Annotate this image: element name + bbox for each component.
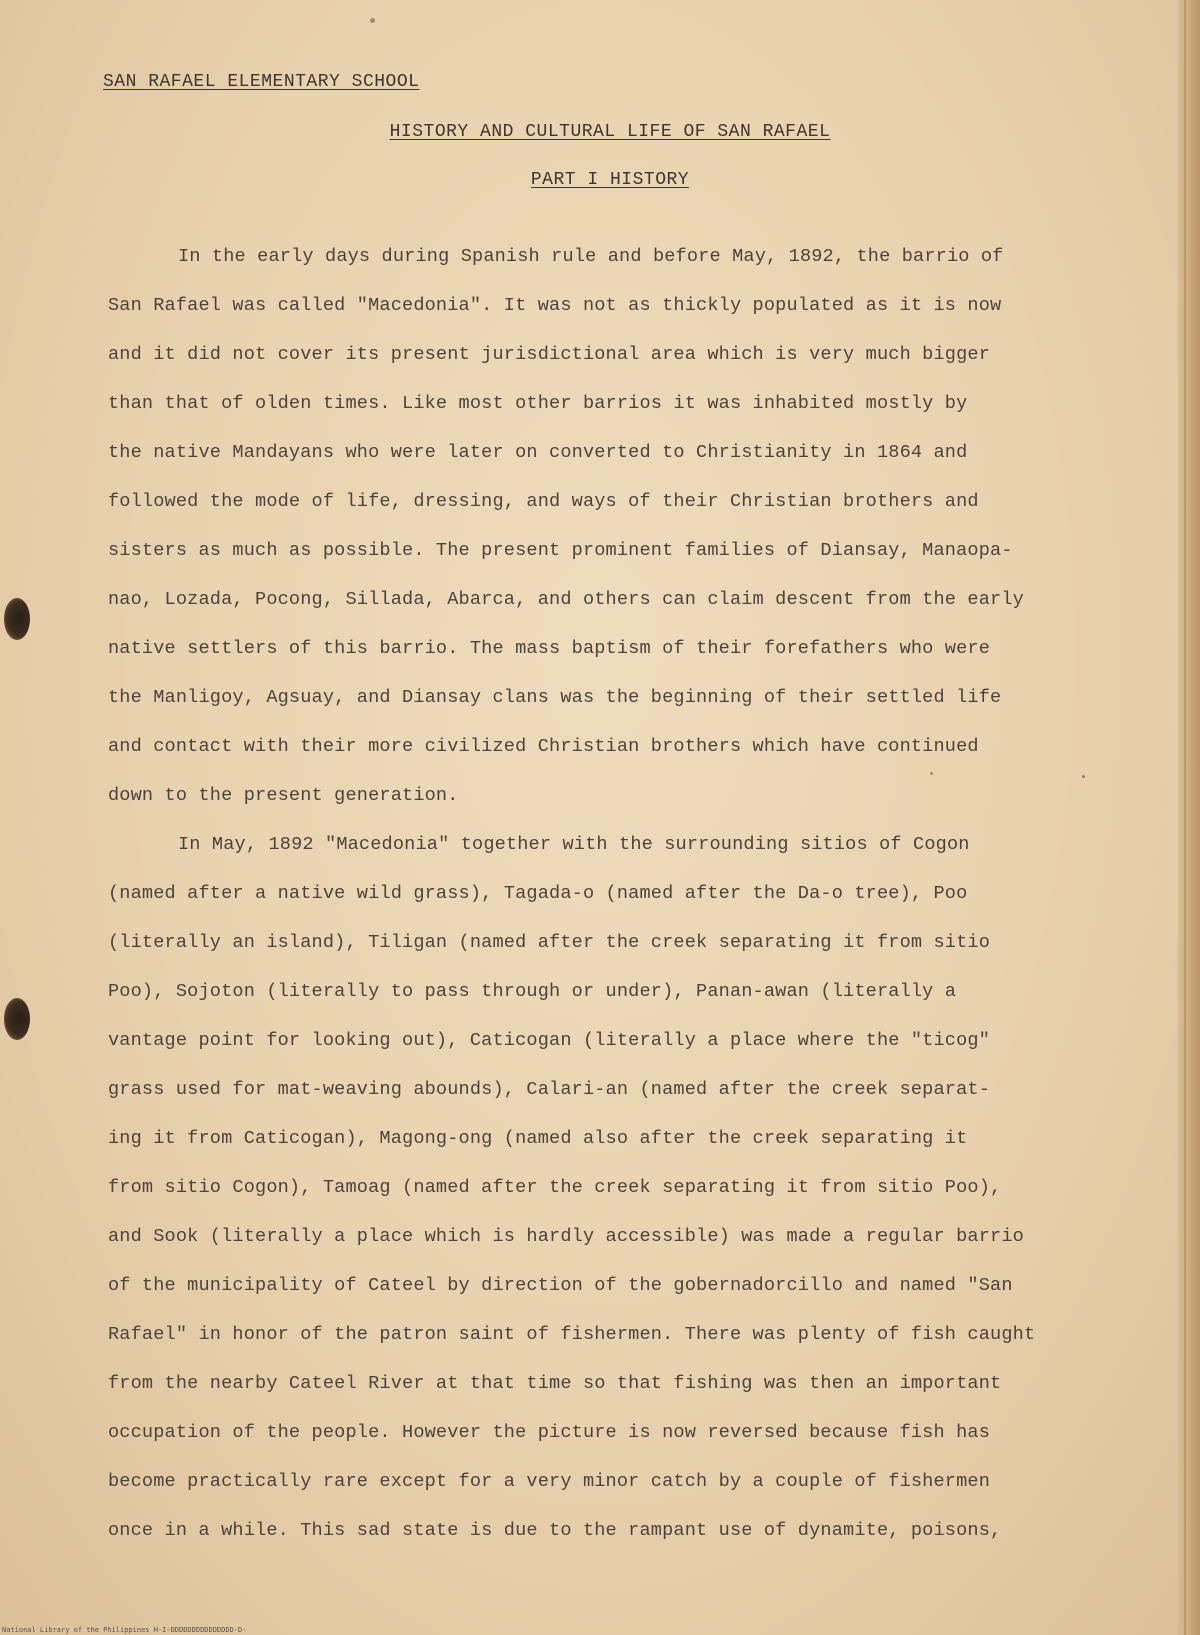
paper-edge [1178, 0, 1200, 1635]
text-line: native settlers of this barrio. The mass baptism of their forefathers who were [108, 638, 991, 659]
text-line: become practically rare except for a very minor catch by a couple of fishermen [108, 1471, 991, 1492]
paper-speck [370, 18, 375, 23]
body-text [108, 232, 1158, 1555]
text-line: (named after a native wild grass), Tagada-o (named after the Da-o tree), Poo [108, 883, 968, 904]
text-line: grass used for mat-weaving abounds), Calari-an (named after the creek separat- [108, 1079, 991, 1100]
section-heading: PART I HISTORY [530, 170, 690, 190]
text-line: San Rafael was called "Macedonia". It was not as thickly populated as it is now [108, 295, 1002, 316]
text-line: the Manligoy, Agsuay, and Diansay clans was the beginning of their settled life [108, 687, 1002, 708]
text-line: Rafael" in honor of the patron saint of fishermen. There was plenty of fish caught [108, 1324, 1036, 1345]
text-line: and Sook (literally a place which is hardly accessible) was made a regular barrio [108, 1226, 1024, 1247]
text-line: followed the mode of life, dressing, and ways of their Christian brothers and [108, 491, 979, 512]
school-name: SAN RAFAEL ELEMENTARY SCHOOL [103, 72, 420, 92]
paragraph-2 [108, 820, 1158, 1555]
punch-hole-top [4, 598, 30, 640]
text-line: and it did not cover its present jurisdictional area which is very much bigger [108, 344, 991, 365]
text-line: from the nearby Cateel River at that time so that fishing was then an important [108, 1373, 1002, 1394]
text-line: from sitio Cogon), Tamoag (named after the creek separating it from sitio Poo), [108, 1177, 1002, 1198]
text-line: once in a while. This sad state is due to the rampant use of dynamite, poisons, [108, 1520, 1002, 1541]
text-line: vantage point for looking out), Caticogan (literally a place where the "ticog" [108, 1030, 991, 1051]
text-line: In the early days during Spanish rule and before May, 1892, the barrio of [178, 246, 1004, 267]
text-line: sisters as much as possible. The present prominent families of Diansay, Manaopa- [108, 540, 1013, 561]
text-line: In May, 1892 "Macedonia" together with the surrounding sitios of Cogon [178, 834, 970, 855]
text-line: and contact with their more civilized Christian brothers which have continued [108, 736, 979, 757]
text-line: (literally an island), Tiligan (named after the creek separating it from sitio [108, 932, 991, 953]
text-line: the native Mandayans who were later on converted to Christianity in 1864 and [108, 442, 968, 463]
text-line: occupation of the people. However the picture is now reversed because fish has [108, 1422, 991, 1443]
document-title: HISTORY AND CULTURAL LIFE OF SAN RAFAEL [389, 122, 831, 142]
text-line: Poo), Sojoton (literally to pass through or under), Panan-awan (literally a [108, 981, 957, 1002]
text-line: down to the present generation. [108, 785, 459, 806]
punch-hole-bottom [4, 998, 30, 1040]
paragraph-1 [108, 232, 1158, 820]
archive-footer: National Library of the Philippines H-I-DDDDDDDDDDDDDDD-D- [2, 1626, 247, 1634]
text-line: nao, Lozada, Pocong, Sillada, Abarca, and others can claim descent from the early [108, 589, 1024, 610]
text-line: ing it from Caticogan), Magong-ong (named also after the creek separating it [108, 1128, 968, 1149]
text-line: of the municipality of Cateel by direction of the gobernadorcillo and named "San [108, 1275, 1013, 1296]
text-line: than that of olden times. Like most other barrios it was inhabited mostly by [108, 393, 968, 414]
